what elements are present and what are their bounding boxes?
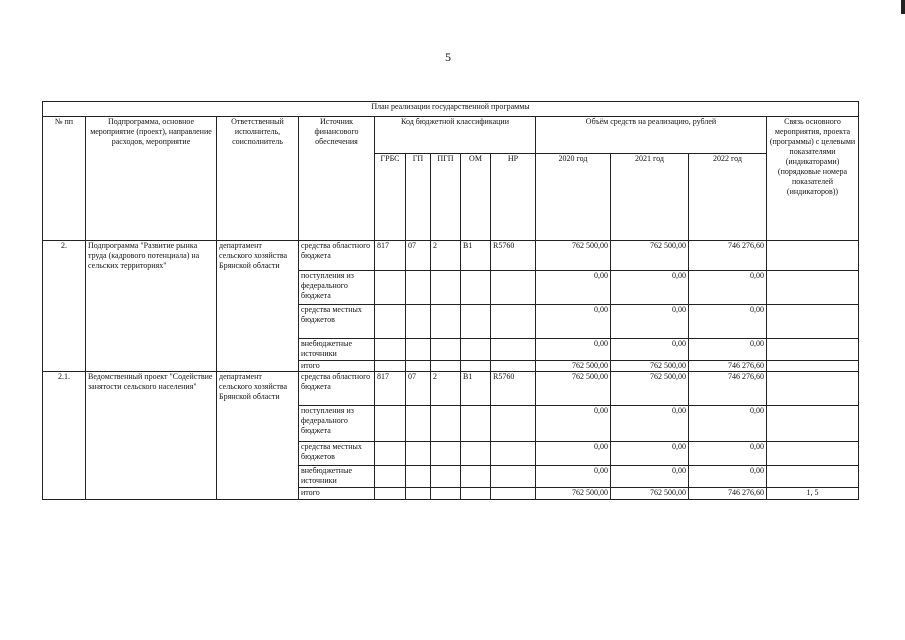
total-2020: 762 500,00 xyxy=(536,488,611,500)
row-link xyxy=(767,442,859,466)
row-2020: 0,00 xyxy=(536,271,611,305)
row-grbs xyxy=(375,339,406,361)
row-num: 2.1. xyxy=(43,372,86,500)
table-row xyxy=(43,241,859,271)
row-2020: 0,00 xyxy=(536,305,611,339)
total-2021: 762 500,00 xyxy=(611,488,689,500)
total-2022: 746 276,60 xyxy=(689,488,767,500)
header-num: № пп xyxy=(43,117,86,241)
total-label: итого xyxy=(299,361,375,372)
row-gp xyxy=(406,305,431,339)
row-gp: 07 xyxy=(406,372,431,406)
row-np: R5760 xyxy=(491,372,536,406)
row-grbs xyxy=(375,305,406,339)
row-2021: 0,00 xyxy=(611,406,689,442)
row-gp xyxy=(406,406,431,442)
row-link xyxy=(767,372,859,406)
row-gp xyxy=(406,442,431,466)
row-grbs: 817 xyxy=(375,372,406,406)
row-2021: 0,00 xyxy=(611,305,689,339)
row-np xyxy=(491,406,536,442)
row-om: В1 xyxy=(461,241,491,271)
header-responsible: Ответственный исполнитель, соисполнитель xyxy=(217,117,299,241)
row-2020: 0,00 xyxy=(536,442,611,466)
header-2022: 2022 год xyxy=(689,154,767,241)
row-2022: 0,00 xyxy=(689,271,767,305)
row-2020: 762 500,00 xyxy=(536,241,611,271)
row-np xyxy=(491,339,536,361)
row-gp xyxy=(406,271,431,305)
row-2021: 762 500,00 xyxy=(611,241,689,271)
row-2022: 0,00 xyxy=(689,406,767,442)
row-om xyxy=(461,305,491,339)
table-title: План реализации государственной программы xyxy=(43,102,859,117)
row-2021: 0,00 xyxy=(611,271,689,305)
header-om: ОМ xyxy=(461,154,491,241)
row-2020: 0,00 xyxy=(536,406,611,442)
row-source: поступления из федерального бюджета xyxy=(299,271,375,305)
row-source: внебюджетные источники xyxy=(299,339,375,361)
row-link xyxy=(767,305,859,339)
row-pgp: 2 xyxy=(431,372,461,406)
total-label: итого xyxy=(299,488,375,500)
header-gp: ГП xyxy=(406,154,431,241)
total-2022: 746 276,60 xyxy=(689,361,767,372)
row-source: средства областного бюджета xyxy=(299,372,375,406)
row-2021: 0,00 xyxy=(611,339,689,361)
row-source: средства областного бюджета xyxy=(299,241,375,271)
row-om xyxy=(461,466,491,488)
row-gp xyxy=(406,339,431,361)
row-pgp xyxy=(431,339,461,361)
row-grbs xyxy=(375,271,406,305)
row-source: внебюджетные источники xyxy=(299,466,375,488)
row-2022: 0,00 xyxy=(689,305,767,339)
total-link xyxy=(767,361,859,372)
row-responsible: департамент сельского хозяйства Брянской области xyxy=(217,372,299,500)
row-num: 2. xyxy=(43,241,86,372)
row-name: Подпрограмма "Развитие рынка труда (кадрового потенциала) на сельских территориях" xyxy=(86,241,217,372)
row-pgp xyxy=(431,406,461,442)
row-pgp xyxy=(431,271,461,305)
row-link xyxy=(767,466,859,488)
header-grbs: ГРБС xyxy=(375,154,406,241)
row-np xyxy=(491,442,536,466)
row-grbs: 817 xyxy=(375,241,406,271)
header-link: Связь основного мероприятия, проекта (программы) с целевыми показателями (индикаторами) (порядковые номера показателей (индикаторов)) xyxy=(767,117,859,241)
row-gp xyxy=(406,466,431,488)
row-responsible: департамент сельского хозяйства Брянской области xyxy=(217,241,299,372)
row-link xyxy=(767,241,859,271)
row-pgp: 2 xyxy=(431,241,461,271)
row-2022: 746 276,60 xyxy=(689,372,767,406)
header-np: НР xyxy=(491,154,536,241)
row-2022: 0,00 xyxy=(689,442,767,466)
row-2021: 0,00 xyxy=(611,466,689,488)
row-om xyxy=(461,442,491,466)
row-grbs xyxy=(375,406,406,442)
row-pgp xyxy=(431,442,461,466)
row-name: Ведомственный проект "Содействие занятости сельского населения" xyxy=(86,372,217,500)
row-source: средства местных бюджетов xyxy=(299,442,375,466)
header-volume: Объём средств на реализацию, рублей xyxy=(536,117,767,154)
row-om xyxy=(461,406,491,442)
total-link: 1, 5 xyxy=(767,488,859,500)
row-om xyxy=(461,271,491,305)
row-np: R5760 xyxy=(491,241,536,271)
row-grbs xyxy=(375,466,406,488)
header-pgp: ПГП xyxy=(431,154,461,241)
row-pgp xyxy=(431,305,461,339)
program-plan-sheet xyxy=(42,101,858,500)
header-budget-code: Код бюджетной классификации xyxy=(375,117,536,154)
row-link xyxy=(767,339,859,361)
row-source: поступления из федерального бюджета xyxy=(299,406,375,442)
row-grbs xyxy=(375,442,406,466)
row-2021: 0,00 xyxy=(611,442,689,466)
row-source: средства местных бюджетов xyxy=(299,305,375,339)
row-2022: 746 276,60 xyxy=(689,241,767,271)
table-row xyxy=(43,372,859,406)
row-2021: 762 500,00 xyxy=(611,372,689,406)
row-2022: 0,00 xyxy=(689,339,767,361)
program-plan-table xyxy=(42,101,859,500)
total-2021: 762 500,00 xyxy=(611,361,689,372)
header-source: Источник финансового обеспечения xyxy=(299,117,375,241)
header-name: Подпрограмма, основное мероприятие (проект), направление расходов, мероприятие xyxy=(86,117,217,241)
scan-edge-mark xyxy=(901,0,905,14)
row-om xyxy=(461,339,491,361)
row-link xyxy=(767,406,859,442)
header-2020: 2020 год xyxy=(536,154,611,241)
row-2020: 762 500,00 xyxy=(536,372,611,406)
row-om: В1 xyxy=(461,372,491,406)
row-2020: 0,00 xyxy=(536,466,611,488)
row-np xyxy=(491,466,536,488)
header-2021: 2021 год xyxy=(611,154,689,241)
row-2022: 0,00 xyxy=(689,466,767,488)
row-pgp xyxy=(431,466,461,488)
page-number: 5 xyxy=(445,50,451,64)
total-2020: 762 500,00 xyxy=(536,361,611,372)
row-link xyxy=(767,271,859,305)
row-gp: 07 xyxy=(406,241,431,271)
row-np xyxy=(491,271,536,305)
row-np xyxy=(491,305,536,339)
row-2020: 0,00 xyxy=(536,339,611,361)
